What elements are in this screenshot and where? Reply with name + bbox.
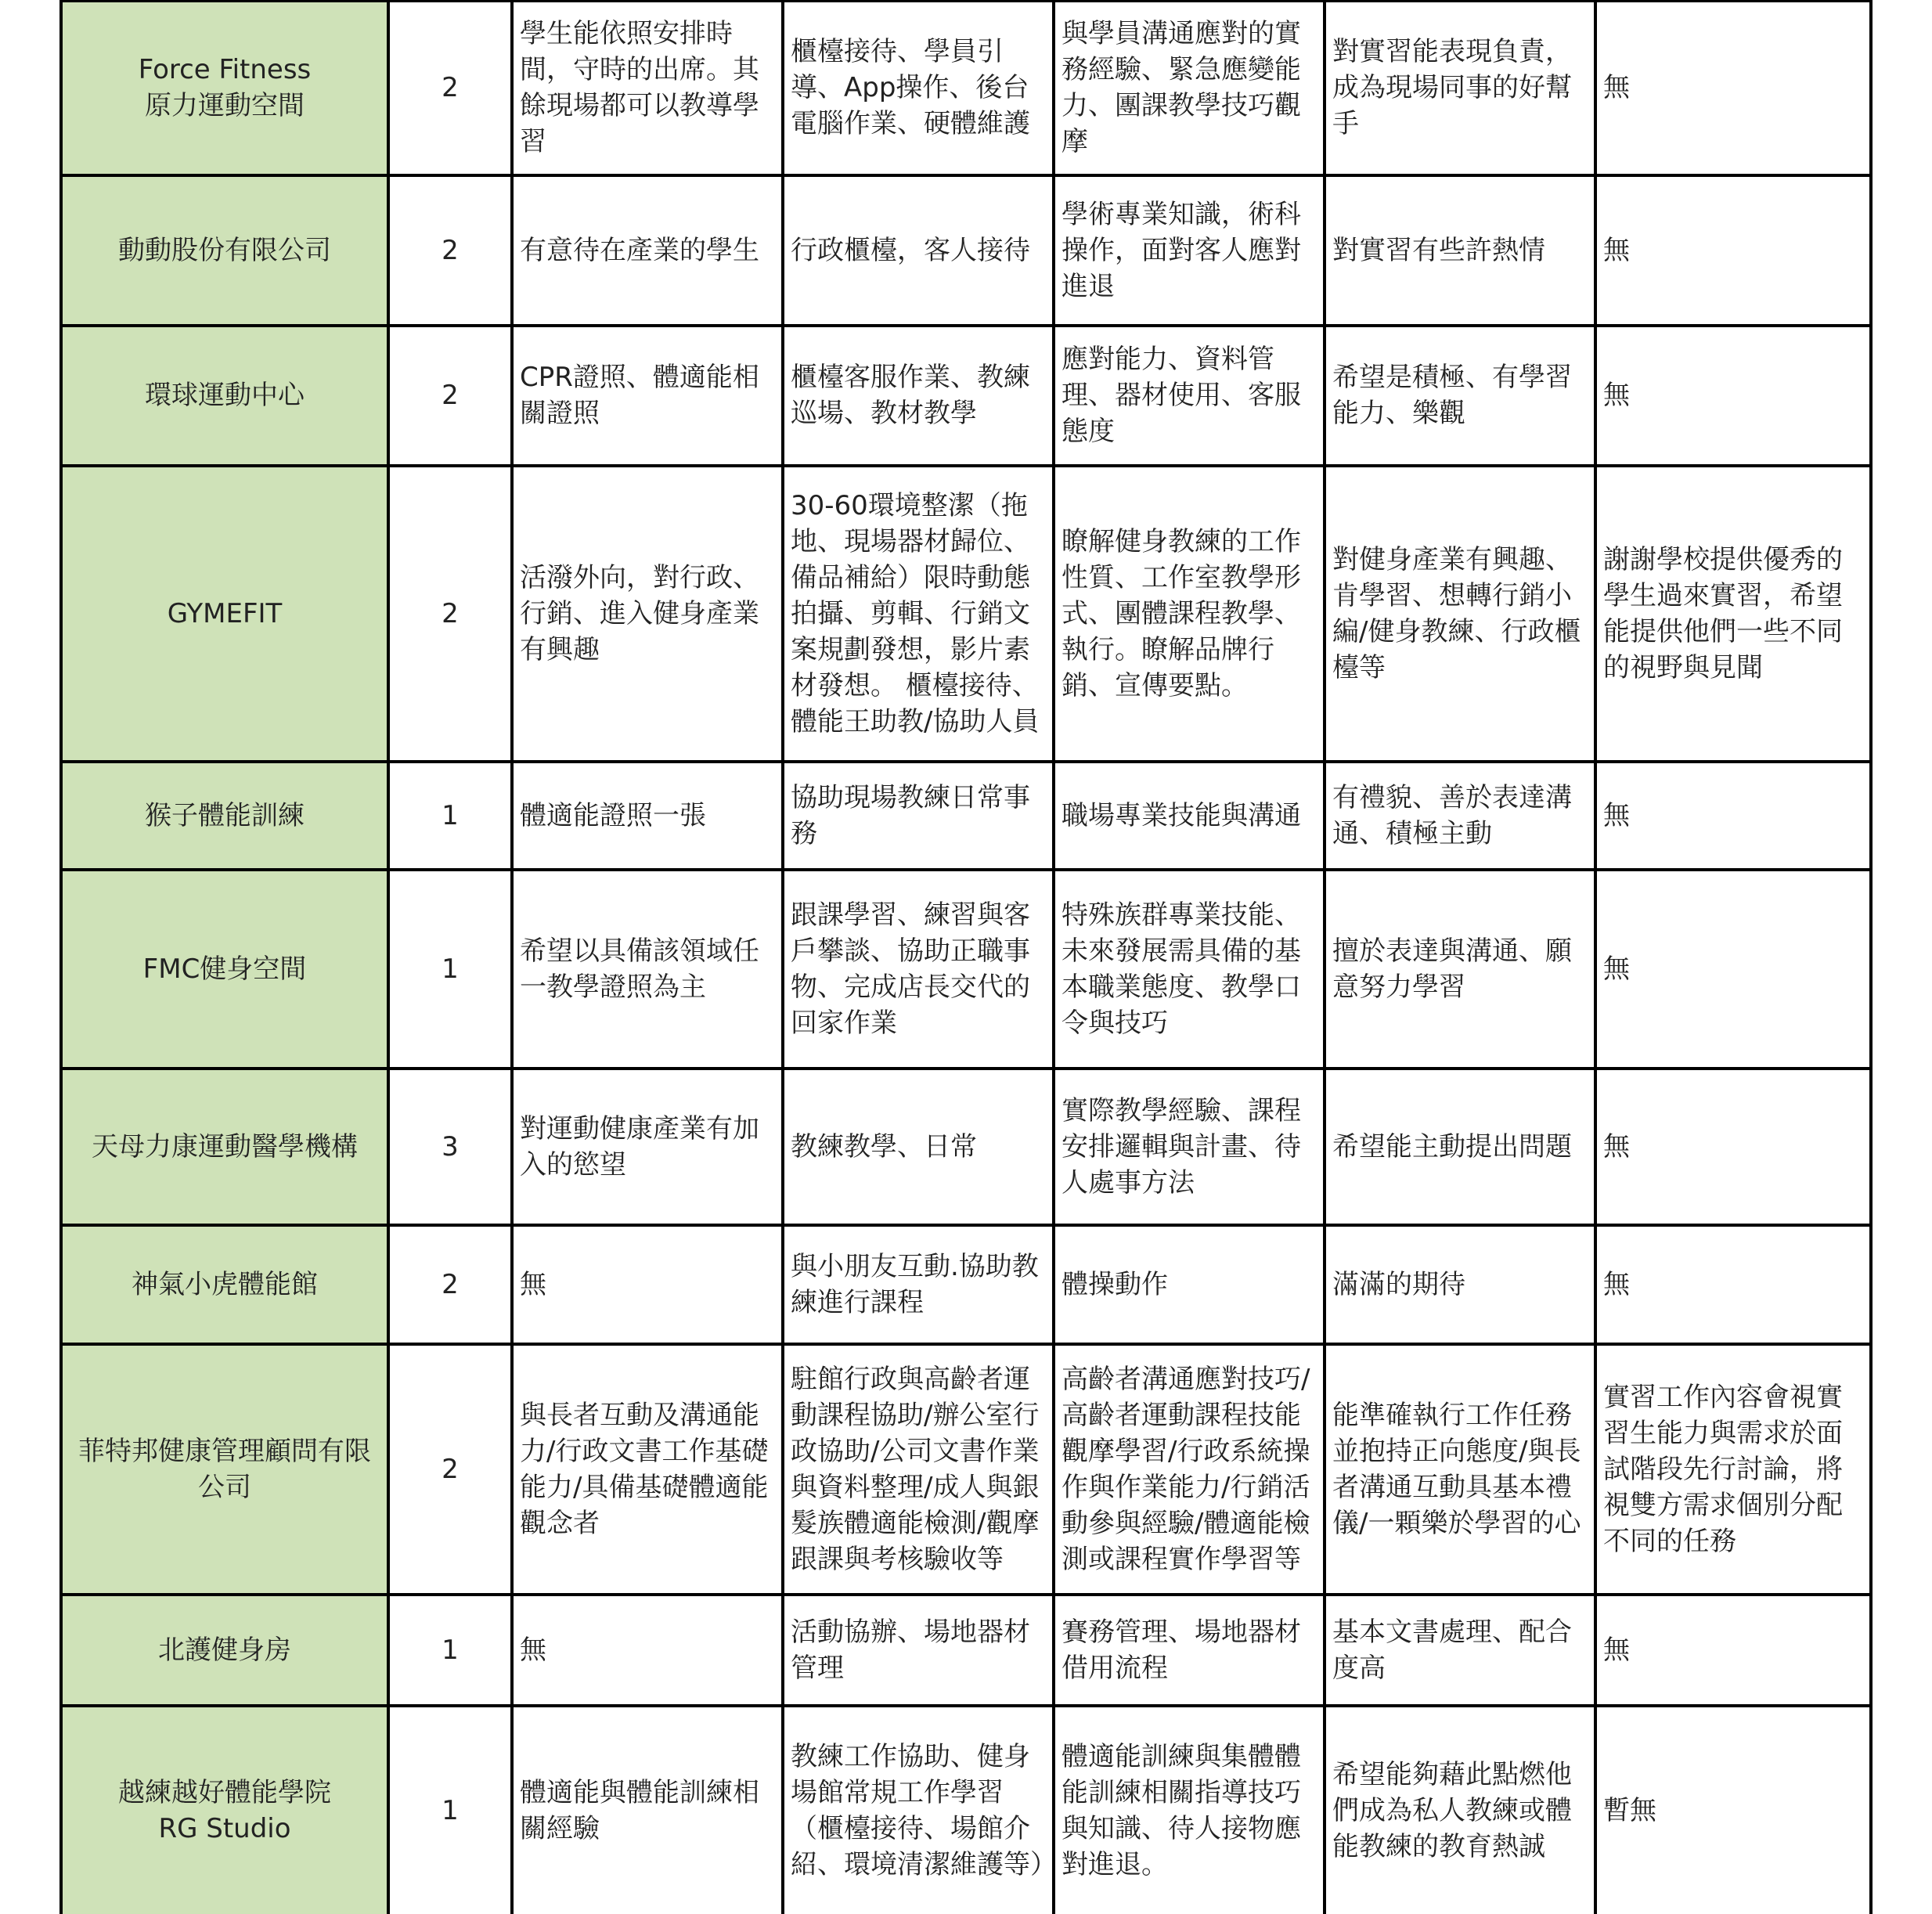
table-row — [61, 762, 1871, 870]
company-name-cell — [61, 1706, 388, 1914]
company-name-cell — [61, 762, 388, 870]
table-row — [61, 870, 1871, 1069]
company-name-line: 猴子體能訓練 — [145, 799, 305, 831]
intern-count-cell: 2 — [388, 326, 512, 466]
intern-count-cell: 2 — [388, 175, 512, 326]
requirements-cell: 希望以具備該領域任一教學證照為主 — [512, 870, 783, 1069]
remarks-cell: 無 — [1595, 1595, 1871, 1706]
requirements-cell: 無 — [512, 1225, 783, 1344]
learning-gain-cell: 學術專業知識，術科操作，面對客人應對進退 — [1054, 175, 1325, 326]
table-row — [61, 1344, 1871, 1595]
remarks-cell: 謝謝學校提供優秀的學生過來實習，希望能提供他們一些不同的視野與見聞 — [1595, 466, 1871, 762]
intern-count-cell: 2 — [388, 1225, 512, 1344]
expectation-cell: 希望能主動提出問題 — [1325, 1069, 1595, 1225]
company-name-line: RG Studio — [158, 1812, 291, 1844]
company-name-line: Force Fitness — [138, 54, 312, 86]
company-name-line: 動動股份有限公司 — [118, 234, 331, 266]
company-name-line: 環球運動中心 — [145, 380, 305, 411]
company-name-cell — [61, 326, 388, 466]
company-name-line: GYMEFIT — [167, 597, 283, 629]
intern-count-cell: 1 — [388, 1706, 512, 1914]
requirements-cell: 活潑外向，對行政、行銷、進入健身產業有興趣 — [512, 466, 783, 762]
learning-gain-cell: 職場專業技能與溝通 — [1054, 762, 1325, 870]
work-content-cell: 協助現場教練日常事務 — [783, 762, 1054, 870]
learning-gain-cell: 特殊族群專業技能、未來發展需具備的基本職業態度、教學口令與技巧 — [1054, 870, 1325, 1069]
learning-gain-cell: 瞭解健身教練的工作性質、工作室教學形式、團體課程教學、執行。瞭解品牌行銷、宣傳要點。 — [1054, 466, 1325, 762]
learning-gain-cell: 高齡者溝通應對技巧/高齡者運動課程技能觀摩學習/行政系統操作與作業能力/行銷活動參與經驗/體適能檢測或課程實作學習等 — [1054, 1344, 1325, 1595]
company-name-cell — [61, 1225, 388, 1344]
expectation-cell: 希望能夠藉此點燃他們成為私人教練或體能教練的教育熱誠 — [1325, 1706, 1595, 1914]
intern-count-cell: 2 — [388, 466, 512, 762]
intern-count-cell: 1 — [388, 870, 512, 1069]
expectation-cell: 對實習能表現負責，成為現場同事的好幫手 — [1325, 2, 1595, 175]
company-name-line: 原力運動空間 — [145, 90, 305, 122]
remarks-cell: 無 — [1595, 326, 1871, 466]
requirements-cell: 體適能與體能訓練相關經驗 — [512, 1706, 783, 1914]
table-body — [61, 2, 1871, 1914]
intern-count-cell: 2 — [388, 1344, 512, 1595]
requirements-cell: CPR證照、體適能相關證照 — [512, 326, 783, 466]
company-name-cell — [61, 870, 388, 1069]
work-content-cell: 櫃檯接待、學員引導、App操作、後台電腦作業、硬體維護 — [783, 2, 1054, 175]
intern-count-cell: 3 — [388, 1069, 512, 1225]
work-content-cell: 駐館行政與高齡者運動課程協助/辦公室行政協助/公司文書作業與資料整理/成人與銀髮族體適能檢測/觀摩跟課與考核驗收等 — [783, 1344, 1054, 1595]
remarks-cell: 無 — [1595, 2, 1871, 175]
requirements-cell: 無 — [512, 1595, 783, 1706]
remarks-cell: 暫無 — [1595, 1706, 1871, 1914]
learning-gain-cell: 體操動作 — [1054, 1225, 1325, 1344]
work-content-cell: 活動協辦、場地器材管理 — [783, 1595, 1054, 1706]
remarks-cell: 無 — [1595, 870, 1871, 1069]
expectation-cell: 滿滿的期待 — [1325, 1225, 1595, 1344]
remarks-cell: 無 — [1595, 762, 1871, 870]
intern-count-cell: 1 — [388, 1595, 512, 1706]
company-name-cell — [61, 1595, 388, 1706]
learning-gain-cell: 體適能訓練與集體體能訓練相關指導技巧與知識、待人接物應對進退。 — [1054, 1706, 1325, 1914]
remarks-cell: 無 — [1595, 1225, 1871, 1344]
requirements-cell: 學生能依照安排時間，守時的出席。其餘現場都可以教導學習 — [512, 2, 783, 175]
expectation-cell: 對健身產業有興趣、肯學習、想轉行銷小編/健身教練、行政櫃檯等 — [1325, 466, 1595, 762]
internship-table-sheet — [59, 0, 1873, 1914]
learning-gain-cell: 應對能力、資料管理、器材使用、客服態度 — [1054, 326, 1325, 466]
company-name-line: 天母力康運動醫學機構 — [92, 1130, 358, 1162]
remarks-cell: 實習工作內容會視實習生能力與需求於面試階段先行討論，將視雙方需求個別分配不同的任務 — [1595, 1344, 1871, 1595]
table-row — [61, 1069, 1871, 1225]
intern-count-cell: 2 — [388, 2, 512, 175]
company-name-cell — [61, 1344, 388, 1595]
expectation-cell: 有禮貌、善於表達溝通、積極主動 — [1325, 762, 1595, 870]
table-row — [61, 175, 1871, 326]
table-row — [61, 326, 1871, 466]
company-name-cell — [61, 466, 388, 762]
expectation-cell: 希望是積極、有學習能力、樂觀 — [1325, 326, 1595, 466]
expectation-cell: 擅於表達與溝通、願意努力學習 — [1325, 870, 1595, 1069]
learning-gain-cell: 實際教學經驗、課程安排邏輯與計畫、待人處事方法 — [1054, 1069, 1325, 1225]
work-content-cell: 30-60環境整潔（拖地、現場器材歸位、備品補給）限時動態拍攝、剪輯、行銷文案規劃發想，影片素材發想。 櫃檯接待、體能王助教/協助人員 — [783, 466, 1054, 762]
requirements-cell: 有意待在產業的學生 — [512, 175, 783, 326]
requirements-cell: 體適能證照一張 — [512, 762, 783, 870]
expectation-cell: 能準確執行工作任務並抱持正向態度/與長者溝通互動具基本禮儀/一顆樂於學習的心 — [1325, 1344, 1595, 1595]
company-name-line: 菲特邦健康管理顧問有限公司 — [78, 1435, 371, 1503]
work-content-cell: 櫃檯客服作業、教練巡場、教材教學 — [783, 326, 1054, 466]
internship-table — [59, 0, 1873, 1914]
company-name-cell — [61, 1069, 388, 1225]
company-name-cell — [61, 2, 388, 175]
work-content-cell: 教練工作協助、健身場館常規工作學習（櫃檯接待、場館介紹、環境清潔維護等） — [783, 1706, 1054, 1914]
company-name-line: 北護健身房 — [158, 1634, 291, 1666]
learning-gain-cell: 賽務管理、場地器材借用流程 — [1054, 1595, 1325, 1706]
work-content-cell: 教練教學、日常 — [783, 1069, 1054, 1225]
intern-count-cell: 1 — [388, 762, 512, 870]
learning-gain-cell: 與學員溝通應對的實務經驗、緊急應變能力、團課教學技巧觀摩 — [1054, 2, 1325, 175]
work-content-cell: 跟課學習、練習與客戶攀談、協助正職事物、完成店長交代的回家作業 — [783, 870, 1054, 1069]
work-content-cell: 與小朋友互動.協助教練進行課程 — [783, 1225, 1054, 1344]
table-row — [61, 466, 1871, 762]
expectation-cell: 對實習有些許熱情 — [1325, 175, 1595, 326]
table-row — [61, 1595, 1871, 1706]
requirements-cell: 對運動健康產業有加入的慾望 — [512, 1069, 783, 1225]
company-name-line: FMC健身空間 — [142, 953, 307, 985]
table-row — [61, 1706, 1871, 1914]
requirements-cell: 與長者互動及溝通能力/行政文書工作基礎能力/具備基礎體適能觀念者 — [512, 1344, 783, 1595]
expectation-cell: 基本文書處理、配合度高 — [1325, 1595, 1595, 1706]
table-row — [61, 2, 1871, 175]
table-row — [61, 1225, 1871, 1344]
remarks-cell: 無 — [1595, 1069, 1871, 1225]
remarks-cell: 無 — [1595, 175, 1871, 326]
company-name-cell — [61, 175, 388, 326]
work-content-cell: 行政櫃檯，客人接待 — [783, 175, 1054, 326]
company-name-line: 越練越好體能學院 — [118, 1776, 331, 1808]
company-name-line: 神氣小虎體能館 — [132, 1268, 318, 1300]
